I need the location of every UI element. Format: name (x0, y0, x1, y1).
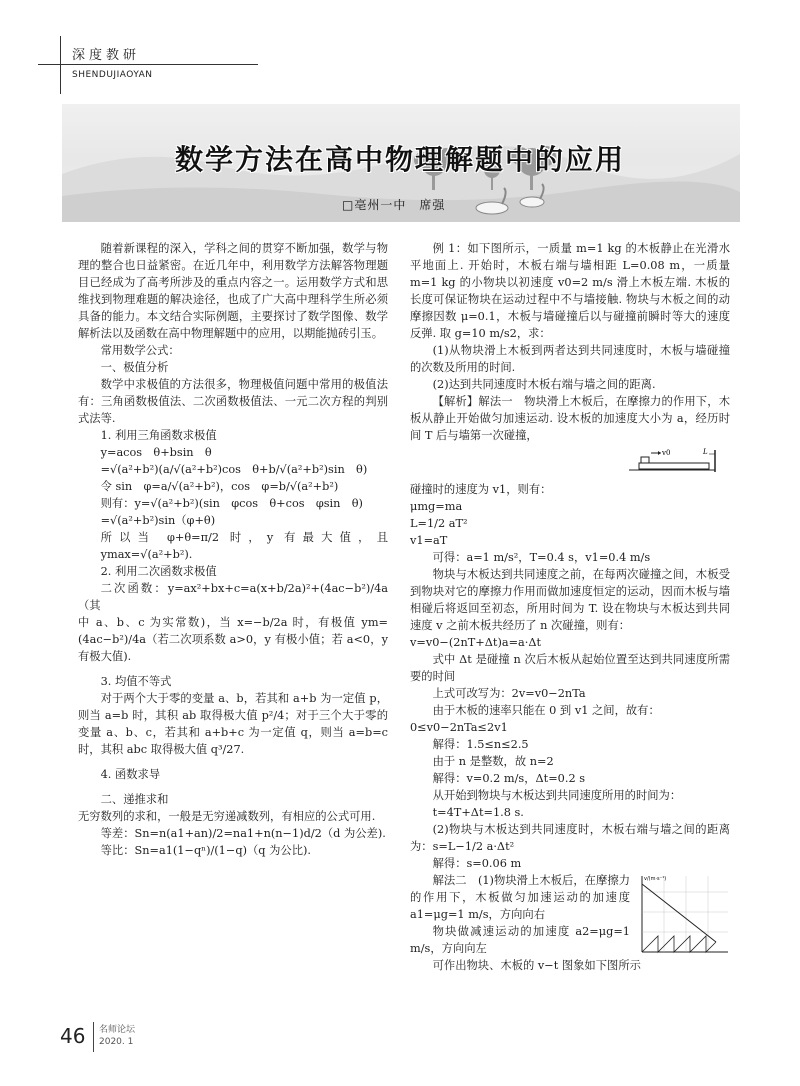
formula-heading: 常用数学公式： (100, 344, 180, 357)
paragraph: 对于两个大于零的变量 a、b，若其和 a+b 为一定值 p，则当 a=b 时，其积 ab 取得极大值 p²/4；对于三个大于零的变量 a、b、c，若其和 a+b+c 为一定值 q，则当 a=b=c 时，其积 abc 取得极大值 q³/27. (78, 692, 388, 756)
paragraph: 物块做减速运动的加速度 a2=μg=1 m/s，方向向左 (410, 925, 630, 955)
subheading-quadratic: 2. 利用二次函数求极值 (100, 565, 217, 578)
paragraph: 式中 Δt 是碰撞 n 次后木板从起始位置至达到共同速度所需要的时间 (410, 653, 730, 683)
page-number: 46 (60, 1024, 86, 1048)
header-rule-vertical (60, 36, 61, 94)
paragraph: 由于木板的速率只能在 0 到 v1 之间，故有： (432, 704, 660, 717)
equation: 则有：y=√(a²+b²)(sin φcos θ+cos φsin θ) (100, 497, 363, 510)
equation: y=acos θ+bsin θ (100, 446, 212, 459)
paragraph: 无穷数列的求和，一般是无穷递减数列，有相应的公式可用. (78, 810, 376, 823)
question-2: (2)达到共同速度时木板右端与墙之间的距离. (432, 378, 656, 391)
intro-paragraph: 随着新课程的深入，学科之间的贯穿不断加强，数学与物理的整合也日益紧密。在近几年中，利用数学方法解答物理题目已经成为了高考所涉及的重点内容之一。运用数学方式和思维找到物理难题的解决途径，也成了广大高中理科学生所必须具备的能力。本文结合实际例题，主要探讨了数学图像、数学解析法以及函数在高中物理解题中的应用，以期能抛砖引玉。 (78, 242, 388, 340)
equation: 等比：Sn=a1(1−qⁿ)/(1−q)（q 为公比). (100, 844, 311, 857)
example-problem: 例 1：如下图所示，一质量 m=1 kg 的木板静止在光滑水平地面上. 开始时，木板右端与墙相距 L=0.08 m，一质量 m=1 kg 的小物块以初速度 v0=2 m/s 滑上木板左端. 木板的长度可保证物块在运动过程中不与墙接触. 物块与木板之间的动摩擦因数 μ=0.1，木板与墙碰撞后以与碰撞前瞬时等大的速度反弹. 取 g=10 m/s2，求： (410, 242, 730, 340)
result: 解得：s=0.06 m (432, 857, 522, 870)
method-two: 解法二 (1)物块滑上木板后，在摩擦力的作用下，木板做匀加速运动的加速度 a1=μg=1 m/s，方向向右 (410, 874, 630, 921)
equation: 上式可改写为：2v=v0−2nTa (432, 687, 586, 700)
solution-line: 碰撞时的速度为 v1，则有： (410, 483, 552, 496)
v0-label: v0 (662, 449, 671, 457)
L-label: L (703, 448, 708, 456)
method-two-block (410, 872, 730, 957)
journal-name: 名师论坛 (99, 1025, 136, 1035)
solution-paragraph: 【解析】解法一 物块滑上木板后，在摩擦力的作用下，木板从静止开始做匀加速运动. 设木板的加速度大小为 a，经历时间 T 后与墙第一次碰撞， (410, 395, 730, 442)
paragraph: 数学中求极值的方法很多，物理极值问题中常用的极值法有：三角函数极值法、二次函数极值法、一元二次方程的判别式法等. (78, 378, 388, 425)
result: 解得：v=0.2 m/s，Δt=0.2 s (432, 772, 586, 785)
equation: =√(a²+b²)(a/√(a²+b²)cos θ+b/√(a²+b²)sin θ) (100, 463, 368, 476)
equation: μmg=ma (410, 500, 463, 513)
velocity-time-graph (634, 872, 730, 956)
equation: 所以当 φ+θ=π/2 时，y 有最大值，且 ymax=√(a²+b²). (100, 531, 388, 561)
result: 由于 n 是整数，故 n=2 (432, 755, 554, 768)
section-heading-extremum: 一、极值分析 (100, 361, 169, 374)
equation: L=1/2 aT² (410, 517, 468, 530)
equation: v=v0−(2nT+Δt)a=a·Δt (410, 636, 542, 649)
result: 解得：1.5≤n≤2.5 (432, 738, 529, 751)
result: 可得：a=1 m/s²，T=0.4 s，v1=0.4 m/s (432, 551, 651, 564)
article-author: □亳州一中 席强 (342, 198, 446, 212)
paragraph: 中 a、b、c 为实常数)，当 x=−b/2a 时，有极值 ym=(4ac−b²)/4a（若二次项系数 a>0，y 有极小值；若 a<0，y 有极大值). (78, 616, 388, 663)
question-2-answer: (2)物块与木板达到共同速度时，木板右端与墙之间的距离为：s=L−1/2 a·Δt² (410, 823, 730, 853)
subheading-mean: 3. 均值不等式 (100, 675, 172, 688)
graph-axis-label: v/(m·s⁻¹) (644, 876, 667, 882)
issue-date: 2020. 1 (99, 1037, 134, 1047)
header-rule-horizontal (38, 64, 258, 65)
paragraph: 物块与木板达到共同速度之前，在每两次碰撞之间，木板受到物块对它的摩擦力作用而做加速度恒定的运动，因而木板与墙相碰后将返回至初态，所用时间为 T. 设在物块与木板达到共同速度 v 之前木板共经历了 n 次碰撞，则有： (410, 568, 730, 632)
question-1: (1)从物块滑上木板到两者达到共同速度时，木板与墙碰撞的次数及所用的时间. (410, 344, 730, 374)
subheading-derivative: 4. 函数求导 (100, 768, 161, 781)
section-subtitle: SHENDUJIAOYAN (72, 70, 153, 80)
equation: =√(a²+b²)sin（φ+θ) (100, 514, 216, 527)
left-column (78, 240, 388, 859)
section-heading-recursive: 二、递推求和 (100, 793, 169, 806)
board-wall-figure (625, 446, 725, 474)
paragraph: 从开始到物块与木板达到共同速度所用的时间为： (432, 789, 682, 802)
equation: 二次函数：y=ax²+bx+c=a(x+b/2a)²+(4ac−b²)/4a（其 (78, 582, 388, 612)
article-title: 数学方法在高中物理解题中的应用 (174, 143, 625, 176)
paragraph: 可作出物块、木板的 v−t 图象如下图所示 (432, 959, 641, 972)
section-title: 深度教研 (72, 48, 141, 63)
subheading-trig: 1. 利用三角函数求极值 (100, 429, 217, 442)
equation: t=4T+Δt=1.8 s. (432, 806, 524, 819)
equation: 0≤v0−2nTa≤2v1 (410, 721, 508, 734)
equation: v1=aT (410, 534, 448, 547)
right-column (410, 240, 730, 974)
footer-divider (93, 1022, 94, 1052)
equation: 令 sin φ=a/√(a²+b²)，cos φ=b/√(a²+b²) (100, 480, 339, 493)
equation: 等差：Sn=n(a1+an)/2=na1+n(n−1)d/2（d 为公差). (100, 827, 386, 840)
